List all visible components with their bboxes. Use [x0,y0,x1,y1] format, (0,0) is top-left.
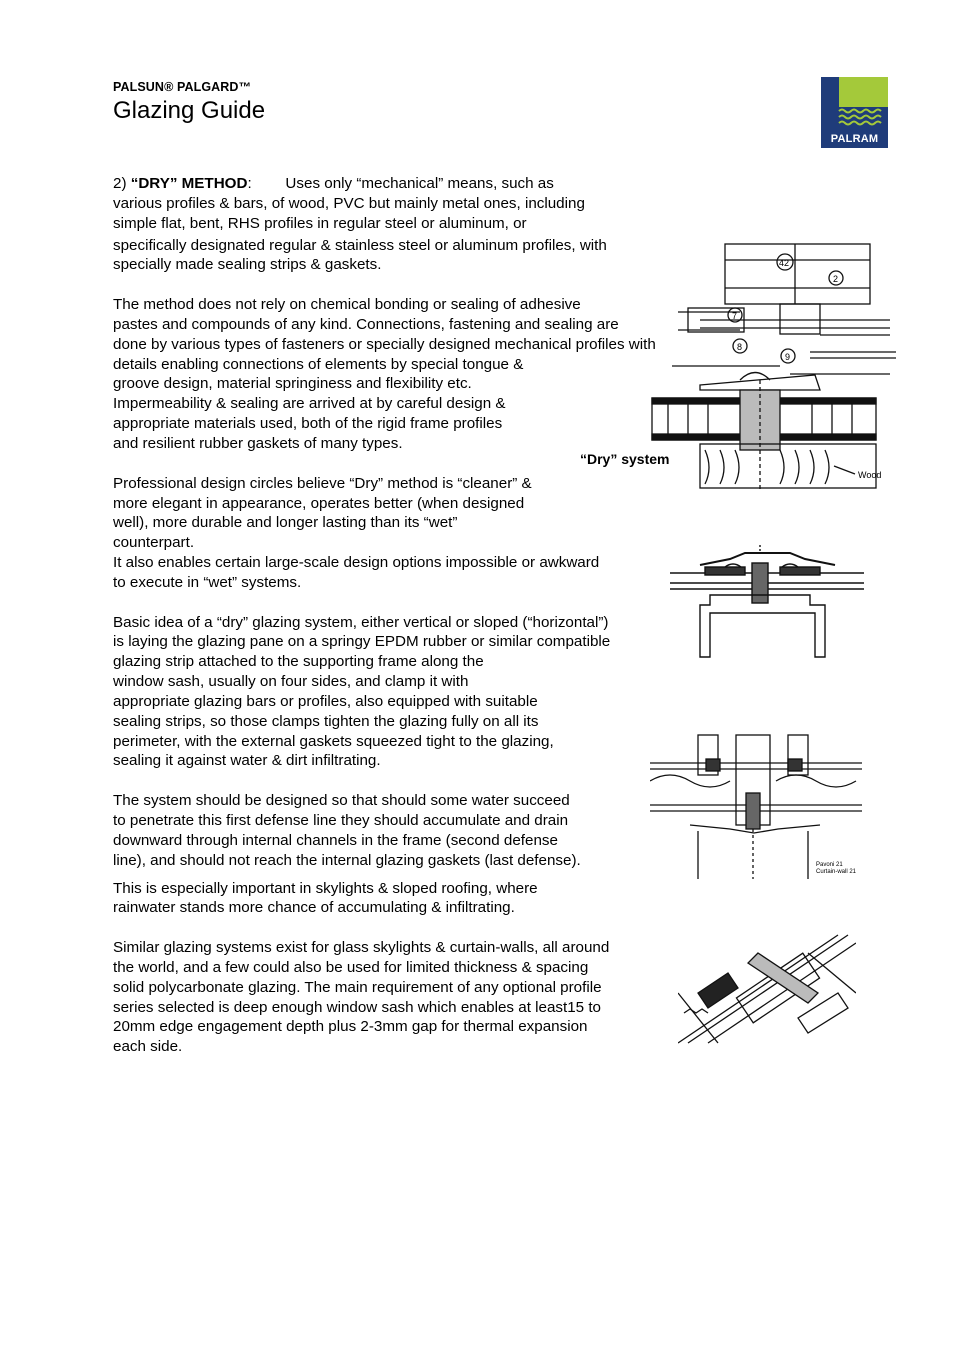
text-line: details enabling connections of elements by special tongue & [113,355,524,373]
text-line: pastes and compounds of any kind. Connections, fastening and sealing are [113,315,619,333]
text-line: perimeter, with the external gaskets squeezed tight to the glazing, [113,732,554,750]
text-line: sealing it against water & dirt infiltrating. [113,752,381,770]
text-line: and resilient rubber gaskets of many types. [113,434,403,452]
figure-caption: “Dry” system [580,451,670,467]
page-title: Glazing Guide [113,97,266,124]
text-line: specifically designated regular & stainless steel or aluminum profiles, with [113,236,607,254]
text-line: more elegant in appearance, operates better (when designed [113,494,525,512]
text-line: Similar glazing systems exist for glass skylights & curtain-walls, all around [113,939,610,957]
text-line: rainwater stands more chance of accumulating & infiltrating. [113,899,515,917]
section-heading: “DRY” METHOD [130,175,248,192]
text-line: appropriate materials used, both of the rigid frame profiles [113,415,503,433]
text-line: The method does not rely on chemical bonding or sealing of adhesive [113,296,581,314]
text-line: appropriate glazing bars or profiles, also equipped with suitable [113,692,538,710]
text-line: is laying the glazing pane on a springy EPDM rubber or similar compatible [113,633,611,651]
text-line: each side. [113,1038,183,1056]
palram-logo [821,77,888,148]
text-line: Professional design circles believe “Dry” method is “cleaner” & [113,474,532,492]
callout-label: 8 [737,342,743,352]
text-line: The system should be designed so that should some water succeed [113,792,570,810]
text-line: 20mm edge engagement depth plus 2-3mm gap for thermal expansion [113,1018,588,1036]
paragraph-4 [113,613,713,772]
logo-text: PALRAM [830,133,879,145]
text-line: It also enables certain large-scale design options impossible or awkward [113,554,600,572]
text-line: Impermeability & sealing are arrived at by careful design & [113,395,506,413]
text-line: sealing strips, so those clamps tighten the glazing fully on all its [113,712,539,730]
text-line: to penetrate this first defense line they should accumulate and drain [113,812,569,829]
figure-note: Pavoni 21 [816,862,843,868]
text-line: series selected is deep enough window sash which enables at least15 to [113,998,601,1016]
text-line: well), more durable and longer lasting than its “wet” [113,514,458,532]
wood-label: Wood [858,470,882,480]
glazing-bar-figure [670,545,864,663]
text-line: downward through internal channels in the frame (second defense [113,831,558,849]
text-line: line), and should not reach the internal glazing gaskets (last defense). [113,851,581,869]
skylight-figure [678,933,856,1045]
text-line: solid polycarbonate glazing. The main requirement of any optional profile [113,978,602,996]
mullion-figure [650,733,862,879]
callout-label: 9 [785,352,791,362]
callout-label: 7 [732,311,738,321]
text-line: done by various types of fasteners or specially designed mechanical profiles with [113,335,656,353]
text-line: Basic idea of a “dry” glazing system, either vertical or sloped (“horizontal”) [113,613,609,631]
paragraph-5 [113,791,713,870]
text-line: glazing strip attached to the supporting frame along the [113,653,484,671]
section-heading-suffix: : Uses only “mechanical” means, such as [247,175,554,192]
dry-system-figure [580,240,896,492]
text-line: window sash, usually on four sides, and clamp it with [113,673,469,691]
section-heading-line [113,174,713,194]
text-line: This is especially important in skylights & sloped roofing, where [113,879,538,897]
text-line: counterpart. [113,534,195,552]
callout-label: 2 [833,274,839,284]
paragraph-6 [113,879,713,919]
figure-note: Curtain-wall 21 [816,869,857,875]
text-line: groove design, material springiness and flexibility etc. [113,375,472,393]
callout-label: 42 [779,258,790,268]
brand-line: PALSUN® PALGARD™ [113,80,252,94]
text-line: the world, and a few could also be used for limited thickness & spacing [113,958,589,976]
section-number: 2) [113,175,131,192]
text-line: various profiles & bars, of wood, PVC but mainly metal ones, including [113,194,585,212]
text-line: simple flat, bent, RHS profiles in regular steel or aluminum, or [113,214,527,232]
text-line: specially made sealing strips & gaskets. [113,256,382,274]
paragraph-7 [113,938,713,1057]
text-line: to execute in “wet” systems. [113,573,302,591]
